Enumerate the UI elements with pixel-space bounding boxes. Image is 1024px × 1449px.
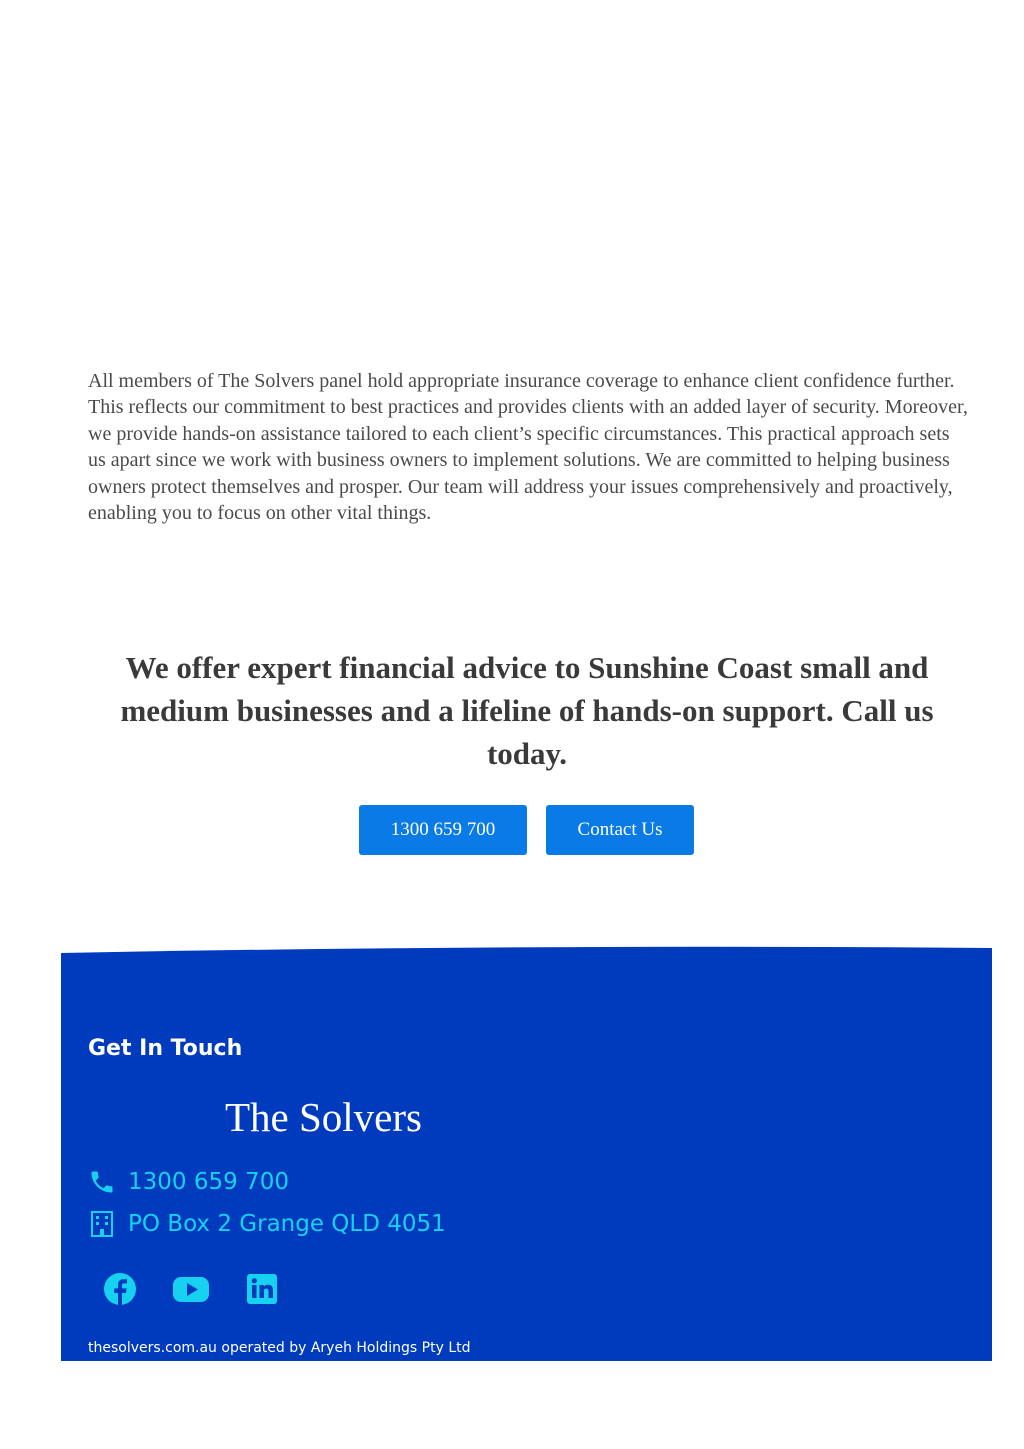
facebook-icon[interactable] — [103, 1272, 137, 1306]
footer-address-text: PO Box 2 Grange QLD 4051 — [128, 1211, 446, 1237]
footer-logo[interactable]: The Solvers — [225, 1094, 422, 1140]
linkedin-icon[interactable] — [245, 1272, 279, 1306]
cta-heading: We offer expert financial advice to Sunshine Coast small and medium businesses and a lifeline of hands-on support. Call us today. — [120, 650, 934, 771]
youtube-icon[interactable] — [172, 1272, 210, 1306]
building-icon — [88, 1209, 116, 1239]
footer-heading: Get In Touch — [88, 1036, 243, 1061]
contact-us-button[interactable]: Contact Us — [546, 805, 694, 855]
call-phone-button[interactable]: 1300 659 700 — [359, 805, 527, 855]
footer-address — [88, 1209, 446, 1239]
footer-phone-text: 1300 659 700 — [128, 1169, 289, 1195]
phone-icon — [88, 1167, 116, 1197]
footer-phone-link[interactable] — [88, 1167, 289, 1197]
footer-credit: thesolvers.com.au operated by Aryeh Holdings Pty Ltd — [88, 1340, 471, 1356]
intro-paragraph: All members of The Solvers panel hold appropriate insurance coverage to enhance client confidence further. This reflects our commitment to best practices and provides clients with an added layer of security. Moreover, we provide hands-on assistance tailored to each client’s specific circumstances. This practical approach sets us apart since we work with business owners to implement solutions. We are committed to helping business owners protect themselves and prosper. Our team will address your issues comprehensively and proactively, enabling you to focus on other vital things. — [88, 370, 968, 525]
footer — [61, 944, 992, 1361]
